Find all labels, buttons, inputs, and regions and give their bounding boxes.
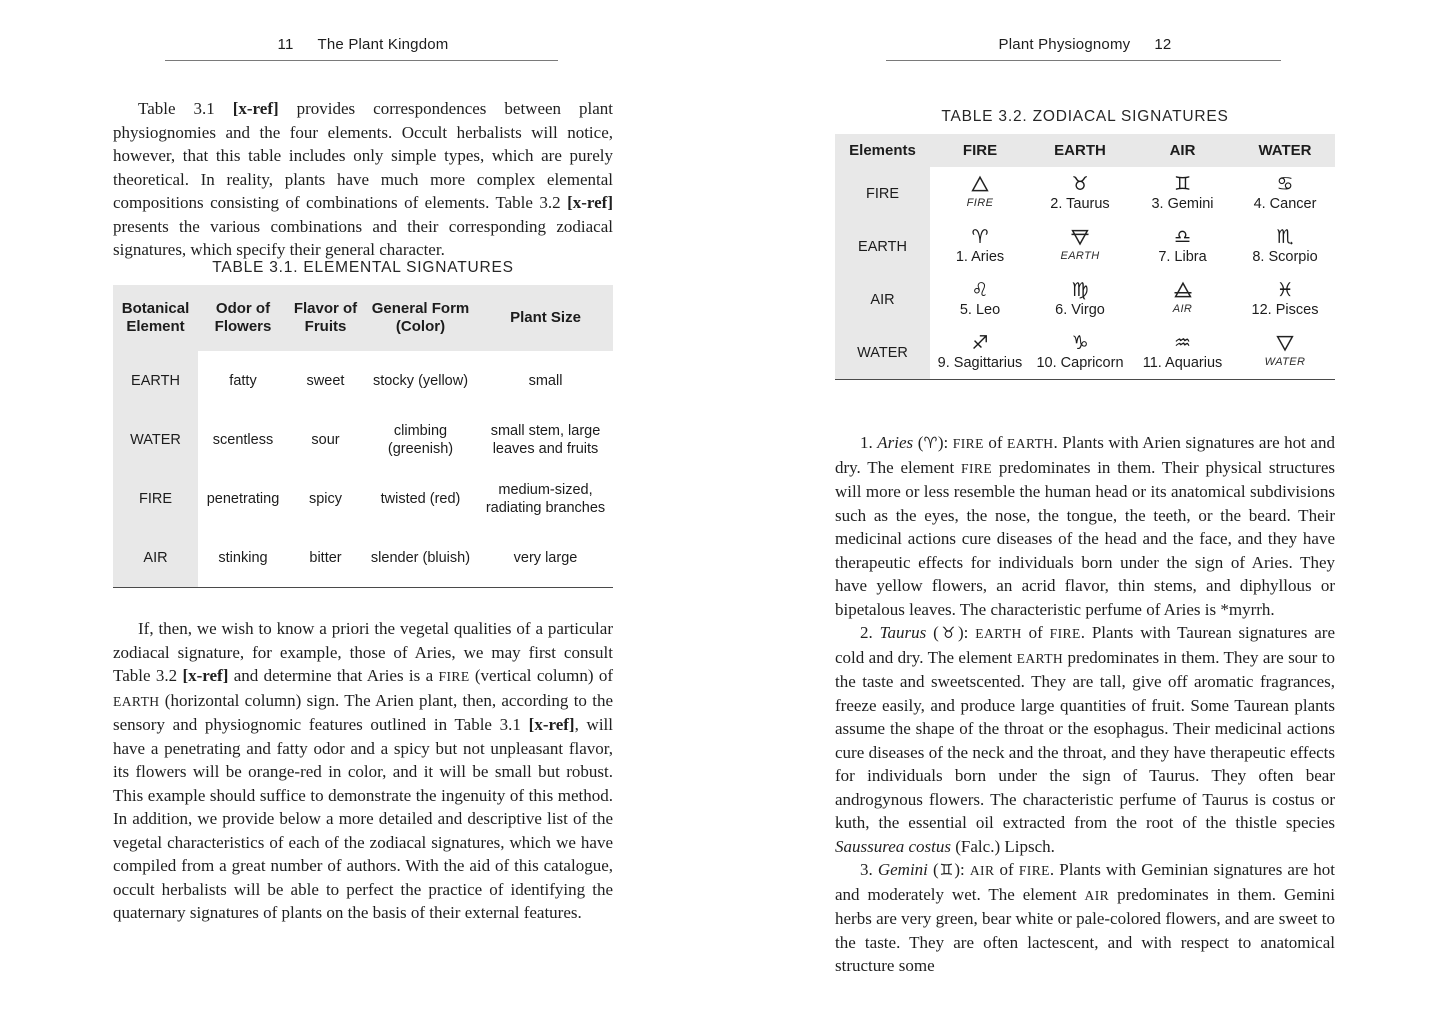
text-segment: , will have a penetrating and fatty odor and a spicy but not unpleasant flavor, its flowers will be orange-red in color, and it will be small but robust. This example should suffice to demonstrate the ingenuity of this method. In addition, we provide below a more detailed and descriptive list of the vegetal characteristics of each of the zodiacal signatures, which we have compiled from a great number of authors. With the aid of this catalogue, occult herbalists will be able to perfect the practice of identifying the quaternary signatures of plants on the basis of their external features. (113, 715, 613, 922)
text-segment: (Falc.) Lipsch. (951, 836, 1055, 856)
text-segment: ): (957, 623, 976, 642)
table-3-1-head (113, 285, 613, 351)
taurus-glyph: ♉ (1071, 173, 1089, 195)
cell-label: 9. Sagittarius (937, 355, 1023, 371)
zodiac-glyph-inline: ♈ (923, 434, 938, 452)
cell-label: 11. Aquarius (1142, 355, 1223, 371)
zodiac-cell (930, 220, 1030, 273)
table-cell: fatty (198, 351, 288, 410)
text-segment: EARTH (1007, 436, 1054, 451)
cell-label: 1. Aries (955, 249, 1005, 265)
zodiac-cell (1130, 220, 1235, 273)
cell-label: 3. Gemini (1151, 196, 1214, 212)
text-segment: FIRE (1049, 626, 1081, 641)
text-segment: . Plants with Arien signatures are hot and dry. The element (835, 433, 1335, 477)
text-segment: . Plants with Geminian signatures are hot and moderately wet. The element (835, 860, 1336, 904)
row-header: EARTH (113, 351, 198, 410)
table-cell: climbing (greenish) (363, 410, 478, 469)
cell-label: 2. Taurus (1050, 196, 1110, 212)
gemini-glyph: ♊ (1173, 173, 1192, 195)
text-segment: of (994, 860, 1019, 879)
table-cell: sour (288, 410, 363, 469)
cell-label: 8. Scorpio (1252, 249, 1318, 265)
table-cell: small stem, large leaves and fruits (478, 410, 613, 469)
table-3-1-body (113, 351, 613, 587)
text-segment: [x-ref] (182, 666, 229, 685)
table-row (835, 326, 1335, 379)
zodiac-cell (1030, 273, 1130, 326)
text-segment: [x-ref] (232, 99, 279, 118)
text-segment: Saussurea costus (835, 836, 952, 856)
table-3-2-bottom-rule (835, 379, 1335, 380)
text-segment: AIR (969, 863, 995, 878)
text-segment: 2. (860, 623, 880, 642)
left-discussion-paragraph-block (113, 617, 613, 925)
text-segment: If, then, we wish to know a priori the vegetal qualities of a particular zodiacal signature, for example, those of Aries, we may first consult Table 3.2 (113, 619, 613, 685)
row-header: AIR (113, 528, 198, 587)
cell-label: 7. Libra (1158, 249, 1207, 265)
text-segment: provides correspondences between plant physiognomies and the four elements. Occult herbalists will notice, however, that this table includes only simple types, which are purely theoretical. In reality, plants have much more complex elemental compositions consisting of combinations of elements. Table 3.2 (113, 99, 613, 212)
text-segment: predominates in them. Gemini herbs are very green, bear white or pale-colored flowers, and are sweet to the taste. They are often lactescent, and with respect to anatomical structure some (835, 884, 1335, 975)
left-intro-paragraph-block (113, 97, 613, 262)
row-header: WATER (835, 326, 930, 379)
column-header: EARTH (1030, 134, 1130, 167)
text-segment: . Plants with Taurean signatures are cold and dry. The element (835, 623, 1335, 667)
table-row (113, 528, 613, 587)
text-segment: AIR (1084, 887, 1110, 903)
table-cell: very large (478, 528, 613, 587)
text-segment: EARTH (1016, 650, 1064, 666)
text-segment: of (1021, 623, 1050, 642)
table-3-2-body (835, 167, 1335, 379)
text-segment: (vertical column) of (469, 666, 613, 685)
table-cell: scentless (198, 410, 288, 469)
zodiacal-signatures-table (835, 134, 1335, 379)
row-header: FIRE (835, 167, 930, 220)
cell-label: EARTH (1060, 250, 1100, 262)
text-segment: predominates in them. Their physical structures will more or less resemble the human head or its anatomical subdivisions such as the eyes, the nose, the tongue, the teeth, or the beard. Their medicinal actions cure diseases of the head and the face, and they have therapeutic effects for individuals born under the sign of Aries. They have yellow flowers, an acrid flavor, thin stems, and diphyllous or bipetalous leaves. The characteristic perfume of Aries is *myrrh. (835, 457, 1335, 619)
text-segment: ( (913, 433, 924, 452)
text-segment: FIRE (1018, 863, 1050, 878)
fire-symbol (935, 175, 1025, 194)
table-cell: penetrating (198, 469, 288, 528)
zodiac-glyph-inline: ♉ (938, 624, 958, 642)
text-segment: presents the various combinations and their corresponding zodiacal signatures, which specify their general character. (113, 216, 613, 259)
libra-glyph: ♎ (1173, 226, 1192, 248)
sagittarius-glyph: ♐ (971, 332, 989, 354)
zodiac-cell (930, 326, 1030, 379)
page-number-right: 12 (1154, 36, 1172, 53)
table-row (113, 410, 613, 469)
zodiac-cell (1235, 220, 1335, 273)
cell-label: 4. Cancer (1253, 196, 1317, 212)
table-cell: sweet (288, 351, 363, 410)
table-3-1-title: TABLE 3.1. ELEMENTAL SIGNATURES (212, 259, 514, 276)
zodiac-description-paragraph (835, 858, 1335, 978)
table-row (835, 220, 1335, 273)
element-symbol-cell (1130, 273, 1235, 326)
earth-symbol (1035, 228, 1125, 247)
running-head-right (835, 36, 1335, 53)
text-segment: EARTH (975, 626, 1022, 641)
header-row (835, 134, 1335, 167)
text-segment: Gemini (877, 860, 928, 879)
table-cell: twisted (red) (363, 469, 478, 528)
table-3-2-title: TABLE 3.2. ZODIACAL SIGNATURES (941, 108, 1229, 125)
text-segment: FIRE (438, 669, 470, 684)
text-segment: 1. (860, 433, 878, 452)
text-segment: [x-ref] (528, 715, 575, 734)
zodiac-description-paragraph (835, 621, 1335, 858)
table-row (113, 469, 613, 528)
paragraph (113, 617, 613, 925)
table-cell: bitter (288, 528, 363, 587)
text-segment: [x-ref] (567, 193, 613, 212)
zodiac-cell (1235, 167, 1335, 220)
zodiac-glyph-inline: ♊ (938, 861, 955, 879)
paragraph (113, 97, 613, 262)
table-cell: stinking (198, 528, 288, 587)
table-3-1-bottom-rule (113, 587, 613, 588)
column-header: AIR (1130, 134, 1235, 167)
running-head-rule-left (165, 60, 558, 61)
column-header: General Form (Color) (363, 285, 478, 351)
text-segment: ): (954, 860, 970, 879)
table-row (835, 273, 1335, 326)
aquarius-glyph: ♒ (1173, 332, 1192, 354)
table-cell: slender (bluish) (363, 528, 478, 587)
row-header: FIRE (113, 469, 198, 528)
elemental-signatures-table (113, 285, 613, 587)
table-row (835, 167, 1335, 220)
text-segment: ( (926, 623, 939, 642)
element-symbol-cell (1030, 220, 1130, 273)
air-symbol (1135, 281, 1230, 300)
column-header: FIRE (930, 134, 1030, 167)
zodiac-cell (930, 273, 1030, 326)
zodiac-cell (1130, 167, 1235, 220)
water-symbol (1240, 334, 1330, 353)
running-head-rule-right (886, 60, 1281, 61)
leo-glyph: ♌ (971, 279, 989, 301)
zodiac-descriptions (835, 431, 1335, 978)
row-header: WATER (113, 410, 198, 469)
cell-label: 5. Leo (959, 302, 1001, 318)
column-header: Flavor of Fruits (288, 285, 363, 351)
capricorn-glyph: ♑ (1071, 332, 1089, 354)
cell-label: AIR (1172, 303, 1193, 315)
table-cell: medium-sized, radiating branches (478, 469, 613, 528)
text-segment: predominates in them. They are sour to the taste and sweetscented. They are tall, give off aromatic fragrances, freeze easily, and produce large quantities of fruit. Some Taurean plants assume the shape of the throat or the esophagus. Their medicinal actions cure diseases of the neck and the throat, and they have therapeutic effects for individuals born under the sign of Taurus. They often bear androgynous flowers. The characteristic perfume of Taurus is costus or kuth, the essential oil extracted from the root of the thistle species (835, 647, 1335, 832)
text-segment: EARTH (113, 693, 160, 709)
cell-label: 12. Pisces (1251, 302, 1319, 318)
column-header: WATER (1235, 134, 1335, 167)
corner-header: Elements (835, 134, 930, 167)
column-header: Botanical Element (113, 285, 198, 351)
text-segment: (horizontal column) sign. The Arien plant, then, according to the sensory and physiognomic features outlined in Table 3.1 (113, 690, 613, 734)
cancer-glyph: ♋ (1276, 173, 1294, 195)
table-cell: small (478, 351, 613, 410)
element-symbol-cell (930, 167, 1030, 220)
row-header: EARTH (835, 220, 930, 273)
text-segment: Aries (877, 433, 914, 452)
text-segment: of (983, 433, 1008, 452)
text-segment: FIRE (952, 436, 984, 451)
text-segment: FIRE (961, 460, 993, 476)
text-segment: and determine that Aries is a (228, 666, 439, 685)
column-header: Odor of Flowers (198, 285, 288, 351)
zodiac-description-paragraph (835, 431, 1335, 621)
virgo-glyph: ♍ (1071, 279, 1089, 301)
cell-label: 10. Capricorn (1036, 355, 1124, 371)
text-segment: Table 3.1 (138, 99, 233, 118)
table-cell: spicy (288, 469, 363, 528)
aries-glyph: ♈ (971, 226, 989, 248)
running-title-right: Plant Physiognomy (998, 36, 1131, 53)
cell-label: 6. Virgo (1055, 302, 1105, 318)
zodiac-cell (1130, 326, 1235, 379)
scorpio-glyph: ♏ (1276, 226, 1294, 248)
row-header: AIR (835, 273, 930, 326)
text-segment: ( (927, 860, 939, 879)
running-title-left: The Plant Kingdom (317, 36, 449, 53)
table-row (113, 351, 613, 410)
zodiac-cell (1030, 326, 1130, 379)
header-row (113, 285, 613, 351)
zodiac-cell (1030, 167, 1130, 220)
element-symbol-cell (1235, 326, 1335, 379)
text-segment: ): (937, 433, 953, 452)
table-3-2-head (835, 134, 1335, 167)
pisces-glyph: ♓ (1276, 279, 1294, 301)
cell-label: WATER (1264, 356, 1306, 368)
zodiac-cell (1235, 273, 1335, 326)
page-number-left: 11 (277, 36, 294, 53)
text-segment: 3. (860, 860, 878, 879)
table-cell: stocky (yellow) (363, 351, 478, 410)
column-header: Plant Size (478, 285, 613, 351)
running-head-left (113, 36, 613, 53)
text-segment: Taurus (879, 623, 927, 642)
cell-label: FIRE (966, 197, 994, 209)
